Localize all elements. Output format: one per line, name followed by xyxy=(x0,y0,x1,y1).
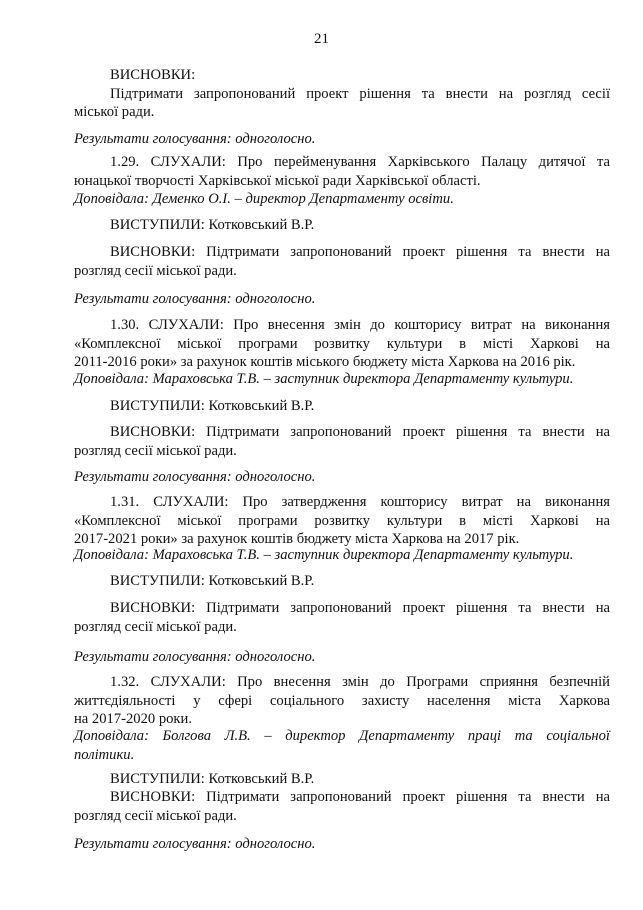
vote-result: Результати голосування: одноголосно. xyxy=(74,131,316,147)
reporter-line: Доповідала: Мараховська Т.В. – заступник директора Департаменту культури. xyxy=(74,547,574,563)
vote-result: Результати голосування: одноголосно. xyxy=(74,836,316,852)
heard-line: життєдіяльності у сфері соціального захисту населення міста Харкова xyxy=(74,692,610,709)
heard-line: на 2017-2020 роки. xyxy=(74,711,192,727)
conclusion-line: розгляд сесії міської ради. xyxy=(74,618,237,635)
top-conclusion xyxy=(74,66,610,122)
heard-line: «Комплексної міської програми розвитку культури в місті Харкові на xyxy=(74,512,610,529)
heard-item-1-29 xyxy=(74,153,610,190)
conclusion-1-31 xyxy=(74,599,610,636)
heard-item-1-31 xyxy=(74,493,610,549)
conclusion-label: ВИСНОВКИ: xyxy=(110,67,196,83)
reporter-line: Доповідала: Деменко О.І. – директор Департаменту освіти. xyxy=(74,191,454,207)
reporter-line: Доповідала: Болгова Л.В. – директор Департаменту праці та соціальної xyxy=(74,728,610,744)
heard-line: 2011-2016 роки» за рахунок коштів міського бюджету міста Харкова на 2016 рік. xyxy=(74,354,576,370)
reporter-block xyxy=(74,727,610,764)
spoke-line: ВИСТУПИЛИ: Котковський В.Р. xyxy=(110,573,315,589)
conclusion-1-29 xyxy=(74,243,610,280)
conclusion-1-32 xyxy=(74,788,610,825)
heard-line: 1.32. СЛУХАЛИ: Про внесення змін до Програми сприяння безпечній xyxy=(110,674,610,690)
vote-result: Результати голосування: одноголосно. xyxy=(74,649,316,665)
heard-line: 1.30. СЛУХАЛИ: Про внесення змін до кошторису витрат на виконання xyxy=(110,317,610,333)
conclusion-line: розгляд сесії міської ради. xyxy=(74,442,237,459)
reporter-line: Доповідала: Мараховська Т.В. – заступник директора Департаменту культури. xyxy=(74,371,574,387)
heard-line: «Комплексної міської програми розвитку культури в місті Харкові на xyxy=(74,335,610,352)
heard-line: 1.31. СЛУХАЛИ: Про затвердження кошторису витрат на виконання xyxy=(110,494,610,510)
heard-line: 1.29. СЛУХАЛИ: Про перейменування Харківського Палацу дитячої та xyxy=(110,154,610,170)
heard-item-1-30 xyxy=(74,316,610,372)
conclusion-line: ВИСНОВКИ: Підтримати запропонований проект рішення та внести на xyxy=(110,424,610,440)
spoke-line: ВИСТУПИЛИ: Котковський В.Р. xyxy=(110,771,315,787)
reporter-line: політики. xyxy=(74,746,135,763)
spoke-line: ВИСТУПИЛИ: Котковський В.Р. xyxy=(110,398,315,414)
heard-line: юнацької творчості Харківської міської ради Харківської області. xyxy=(74,172,481,189)
vote-result: Результати голосування: одноголосно. xyxy=(74,469,316,485)
conclusion-line: розгляд сесії міської ради. xyxy=(74,262,237,279)
conclusion-1-30 xyxy=(74,423,610,460)
page-number: 21 xyxy=(314,31,329,47)
conclusion-text-line: Підтримати запропонований проект рішення та внести на розгляд сесії xyxy=(110,85,610,102)
conclusion-text-line: міської ради. xyxy=(74,104,155,120)
spoke-line: ВИСТУПИЛИ: Котковський В.Р. xyxy=(110,217,315,233)
conclusion-line: розгляд сесії міської ради. xyxy=(74,807,237,824)
conclusion-line: ВИСНОВКИ: Підтримати запропонований проект рішення та внести на xyxy=(110,789,610,805)
heard-line: 2017-2021 роки» за рахунок коштів бюджету міста Харкова на 2017 рік. xyxy=(74,531,520,547)
conclusion-line: ВИСНОВКИ: Підтримати запропонований проект рішення та внести на xyxy=(110,600,610,616)
vote-result: Результати голосування: одноголосно. xyxy=(74,291,316,307)
heard-item-1-32 xyxy=(74,673,610,729)
conclusion-line: ВИСНОВКИ: Підтримати запропонований проект рішення та внести на xyxy=(110,244,610,260)
